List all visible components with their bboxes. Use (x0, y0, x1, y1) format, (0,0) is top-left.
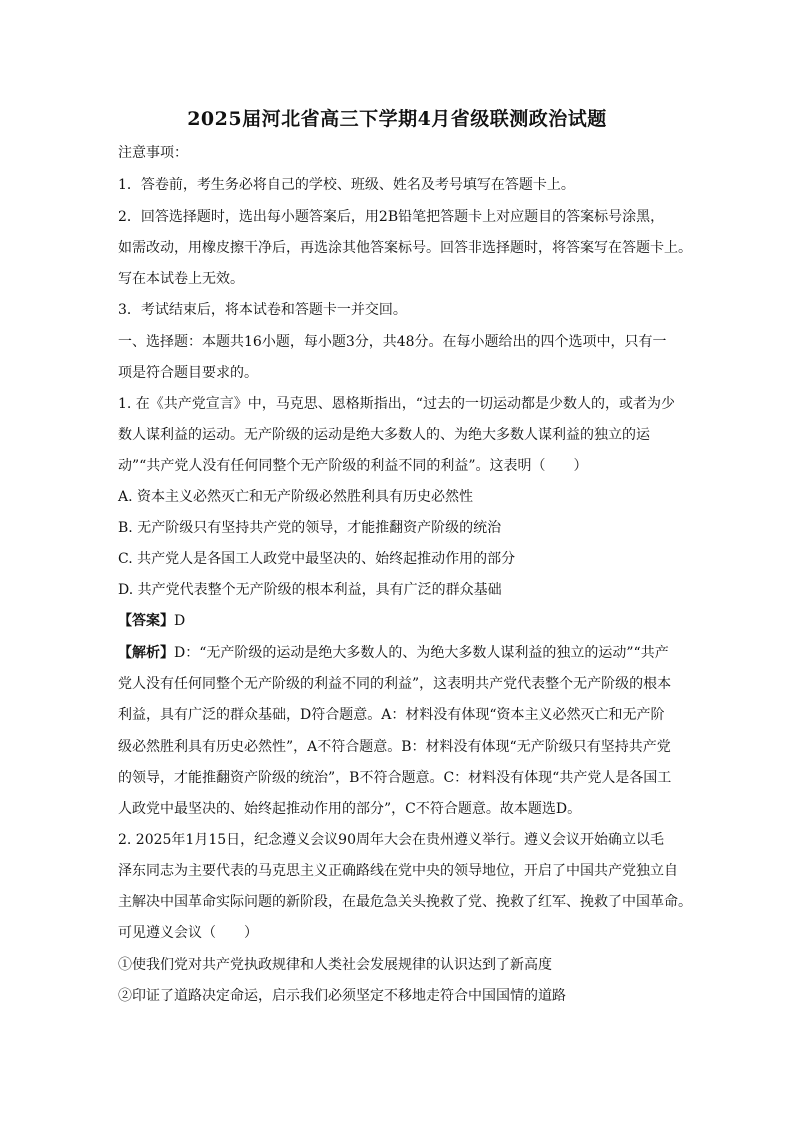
notes-item-1: 1．答卷前，考生务必将自己的学校、班级、姓名及考号填写在答题卡上。 (118, 177, 575, 193)
q1-analysis-line-6: 人政党中最坚决的、始终起推动作用的部分”，C不符合题意。故本题选D。 (118, 801, 582, 817)
q1-option-d: D. 共产党代表整个无产阶级的根本利益，具有广泛的群众基础 (118, 582, 502, 598)
q1-analysis-line-2: 党人没有任何同整个无产阶级的利益不同的利益”，这表明共产党代表整个无产阶级的根本 (118, 676, 672, 692)
q2-item-1: ①使我们党对共产党执政规律和人类社会发展规律的认识达到了新高度 (118, 957, 552, 973)
q1-analysis-line-1 (118, 643, 678, 663)
q1-stem-line-3: 动”“共产党人没有任何同整个无产阶级的利益不同的利益”。这表明（ ） (118, 458, 588, 474)
q1-answer (118, 611, 678, 631)
q2-stem-line-4: 可见遵义会议（ ） (118, 925, 258, 941)
q2-stem-line-3: 主解决中国革命实际问题的新阶段，在最危急关头挽救了党、挽救了红军、挽救了中国革命。 (118, 894, 692, 910)
notes-item-2-line-1: 2．回答选择题时，选出每小题答案后，用2B铅笔把答题卡上对应题目的答案标号涂黑， (118, 209, 665, 225)
q1-analysis-line-3: 利益，具有广泛的群众基础，D符合题意。A：材料没有体现“资本主义必然灭亡和无产阶 (118, 707, 665, 723)
section-intro-line-2: 项是符合题目要求的。 (118, 365, 258, 381)
answer-label: 【答案】 (118, 613, 174, 629)
notes-item-2-line-2: 如需改动，用橡皮擦干净后，再选涂其他答案标号。回答非选择题时，将答案写在答题卡上。 (118, 240, 692, 256)
answer-value: D (174, 613, 186, 629)
page-title: 2025届河北省高三下学期4月省级联测政治试题 (187, 108, 607, 130)
q1-stem-line-2: 数人谋利益的运动。无产阶级的运动是绝大多数人的、为绝大多数人谋利益的独立的运 (118, 427, 650, 443)
analysis-label: 【解析】 (118, 645, 174, 661)
analysis-text: D：“无产阶级的运动是绝大多数人的、为绝大多数人谋利益的独立的运动”“共产 (174, 645, 669, 661)
q1-stem-line-1: 1. 在《共产党宣言》中，马克思、恩格斯指出，“过去的一切运动都是少数人的，或者为少 (118, 396, 675, 412)
notes-item-2-line-3: 写在本试卷上无效。 (118, 271, 244, 287)
q2-stem-line-1: 2. 2025年1月15日，纪念遵义会议90周年大会在贵州遵义举行。遵义会议开始确立以毛 (118, 832, 664, 848)
q1-option-c: C. 共产党人是各国工人政党中最坚决的、始终起推动作用的部分 (118, 551, 516, 567)
notes-item-3: 3．考试结束后，将本试卷和答题卡一并交回。 (118, 302, 407, 318)
q2-item-2: ②印证了道路决定命运，启示我们必须坚定不移地走符合中国国情的道路 (118, 988, 566, 1004)
q1-analysis-line-5: 的领导，才能推翻资产阶级的统治”，B不符合题意。C：材料没有体现“共产党人是各国工 (118, 770, 672, 786)
q1-analysis-line-4: 级必然胜利具有历史必然性”，A不符合题意。B：材料没有体现“无产阶级只有坚持共产党 (118, 739, 671, 755)
q1-option-b: B. 无产阶级只有坚持共产党的领导，才能推翻资产阶级的统治 (118, 520, 502, 536)
notes-heading: 注意事项： (118, 145, 188, 161)
section-intro-line-1: 一、选择题：本题共16小题，每小题3分，共48分。在每小题给出的四个选项中，只有一 (118, 334, 667, 350)
q2-stem-line-2: 泽东同志为主要代表的马克思主义正确路线在党中央的领导地位，开启了中国共产党独立自 (118, 863, 678, 879)
q1-option-a: A. 资本主义必然灭亡和无产阶级必然胜利具有历史必然性 (118, 489, 474, 505)
